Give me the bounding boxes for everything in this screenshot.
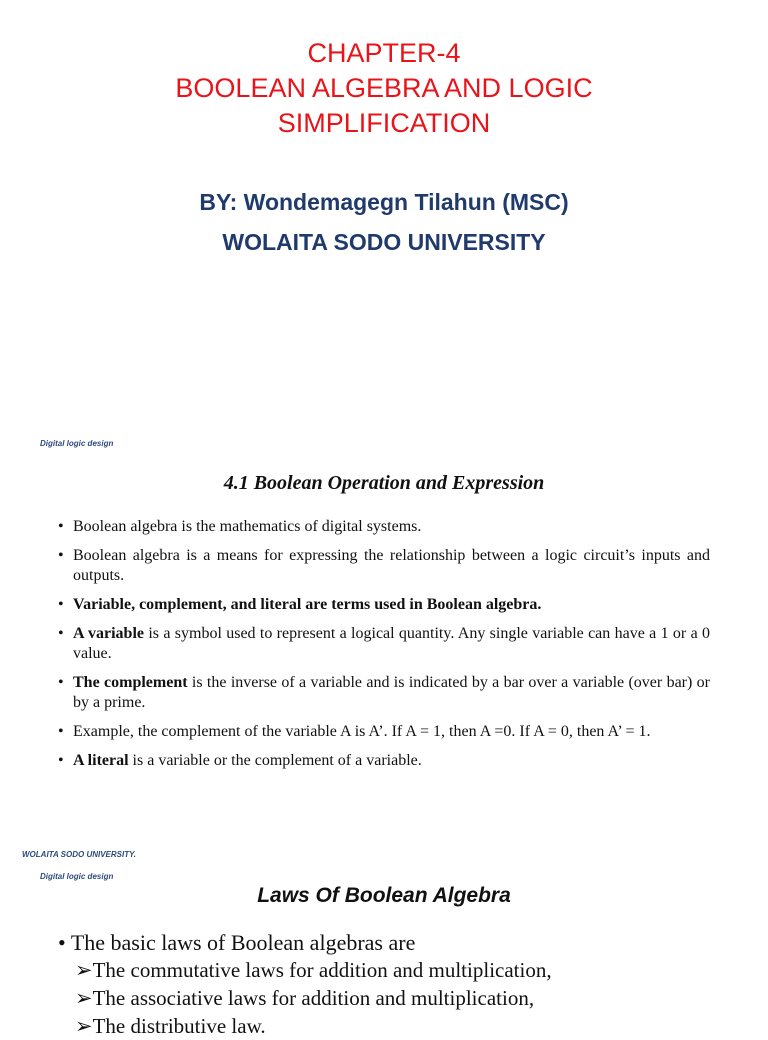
university-footer: WOLAITA SODO UNIVERSITY. xyxy=(22,850,136,859)
list-item: • The basic laws of Boolean algebras are xyxy=(58,930,416,955)
bullet-list xyxy=(58,517,710,780)
chapter-title-line-3: SIMPLIFICATION xyxy=(277,108,491,138)
list-item: • Boolean algebra is a means for expressing the relationship between a logic circuit’s inputs and outputs. xyxy=(58,547,710,584)
author-line: BY: Wondemagegn Tilahun (MSC) xyxy=(199,189,569,215)
digital-logic-design-label: Digital logic design xyxy=(40,872,114,881)
list-item: ➢The commutative laws for addition and multiplication, xyxy=(75,958,552,982)
laws-list xyxy=(58,930,758,1040)
chapter-title-line-2: BOOLEAN ALGEBRA AND LOGIC xyxy=(175,73,593,103)
chapter-title-line-1: CHAPTER-4 xyxy=(307,38,461,68)
laws-heading: Laws Of Boolean Algebra xyxy=(257,884,511,907)
list-item: • The complement is the inverse of a variable and is indicated by a bar over a variable (over bar) or by a prime. xyxy=(58,674,711,711)
list-item: ➢The distributive law. xyxy=(75,1014,266,1038)
list-item: • A variable is a symbol used to represent a logical quantity. Any single variable can have a 1 or a 0 value. xyxy=(58,625,710,662)
university-line: WOLAITA SODO UNIVERSITY xyxy=(222,229,546,255)
list-item: • Example, the complement of the variable A is A’. If A = 1, then A =0. If A = 0, then A’ = 1. xyxy=(58,723,651,740)
section-heading: 4.1 Boolean Operation and Expression xyxy=(223,472,545,494)
slide-laws-of-boolean-algebra xyxy=(0,862,768,1038)
list-item: • Variable, complement, and literal are terms used in Boolean algebra. xyxy=(58,596,542,613)
slide-boolean-operation xyxy=(0,425,768,860)
digital-logic-design-label: Digital logic design xyxy=(40,439,114,448)
list-item: • A literal is a variable or the complement of a variable. xyxy=(58,752,422,769)
list-item: ➢The associative laws for addition and multiplication, xyxy=(75,986,535,1010)
list-item: • Boolean algebra is the mathematics of digital systems. xyxy=(58,518,422,535)
slide-title xyxy=(0,0,768,410)
